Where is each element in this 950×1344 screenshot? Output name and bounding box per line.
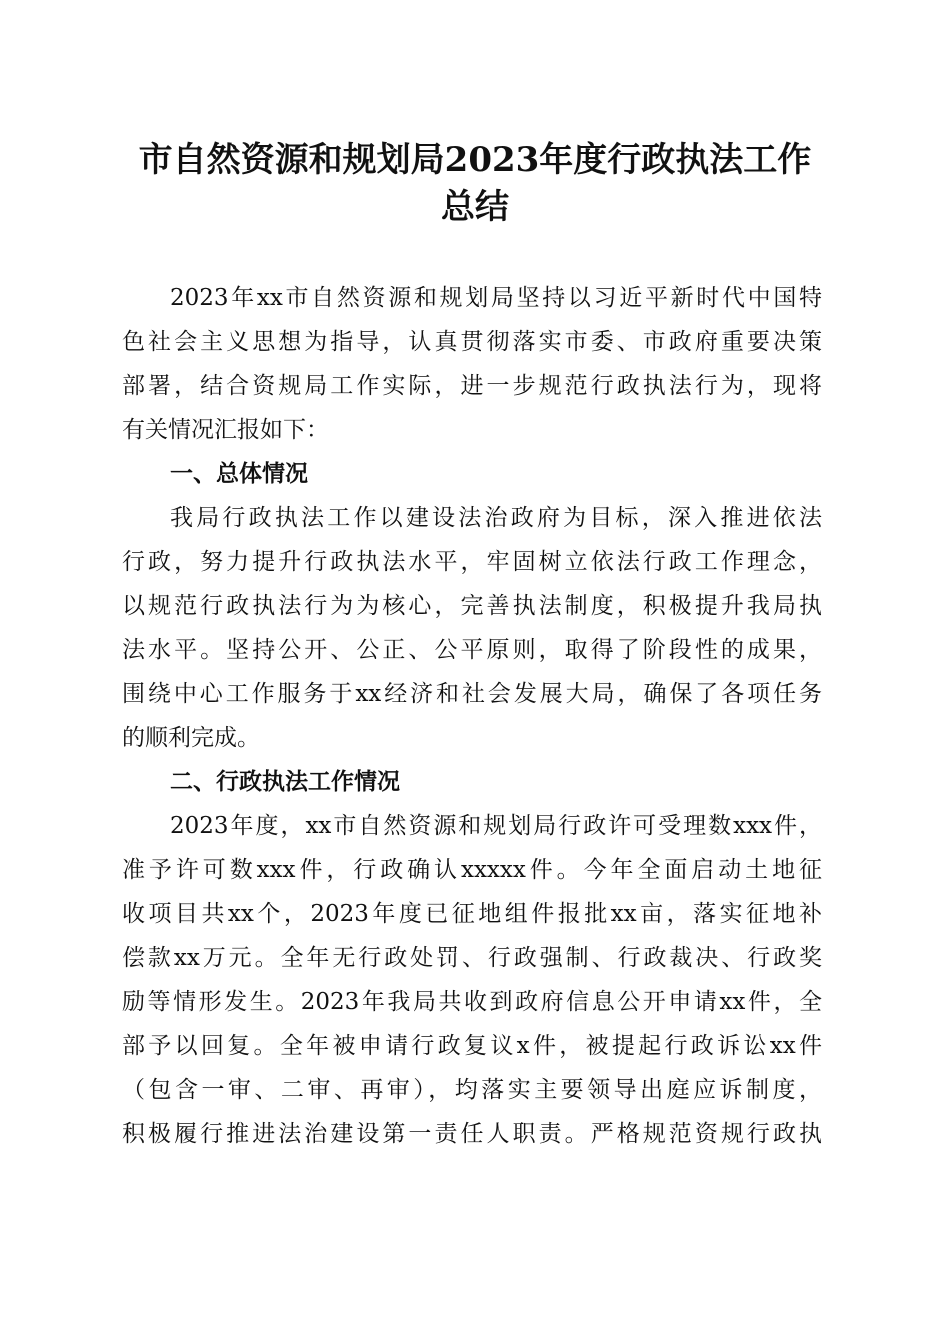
intro-line: 2023年xx市自然资源和规划局坚持以习近平新时代中国特 (170, 285, 822, 311)
document-title-line-2: 总结 (441, 187, 509, 227)
section-2-line: 励等情形发生。2023年我局共收到政府信息公开申请xx件，全 (122, 989, 822, 1015)
section-1-heading: 一、总体情况 (170, 460, 308, 487)
section-1-line: 的顺利完成。 (122, 725, 260, 751)
document-title-line-1: 市自然资源和规划局2023年度行政执法工作 (138, 140, 812, 180)
section-2-line: 偿款xx万元。全年无行政处罚、行政强制、行政裁决、行政奖 (122, 945, 822, 971)
section-1-line: 围绕中心工作服务于xx经济和社会发展大局，确保了各项任务 (122, 681, 822, 707)
section-2-line: 2023年度，xx市自然资源和规划局行政许可受理数xxx件， (170, 813, 822, 839)
document-body (122, 276, 822, 1156)
section-2-line: 准予许可数xxx件，行政确认xxxxx件。今年全面启动土地征 (122, 857, 822, 883)
section-1-line: 以规范行政执法行为为核心，完善执法制度，积极提升我局执 (122, 593, 822, 619)
section-2-line: 部予以回复。全年被申请行政复议x件，被提起行政诉讼xx件 (122, 1033, 822, 1059)
intro-line: 有关情况汇报如下： (122, 417, 329, 443)
section-1-line: 法水平。坚持公开、公正、公平原则，取得了阶段性的成果， (122, 637, 822, 663)
section-2-line: 积极履行推进法治建设第一责任人职责。严格规范资规行政执 (122, 1121, 822, 1147)
section-1-line: 行政，努力提升行政执法水平，牢固树立依法行政工作理念， (122, 549, 822, 575)
intro-line: 部署，结合资规局工作实际，进一步规范行政执法行为，现将 (122, 373, 822, 399)
section-2-line: 收项目共xx个，2023年度已征地组件报批xx亩，落实征地补 (122, 901, 822, 927)
intro-line: 色社会主义思想为指导，认真贯彻落实市委、市政府重要决策 (122, 329, 822, 355)
section-2-heading: 二、行政执法工作情况 (170, 768, 400, 795)
section-2-line: （包含一审、二审、再审），均落实主要领导出庭应诉制度， (122, 1077, 822, 1103)
section-1-line: 我局行政执法工作以建设法治政府为目标，深入推进依法 (170, 505, 822, 531)
